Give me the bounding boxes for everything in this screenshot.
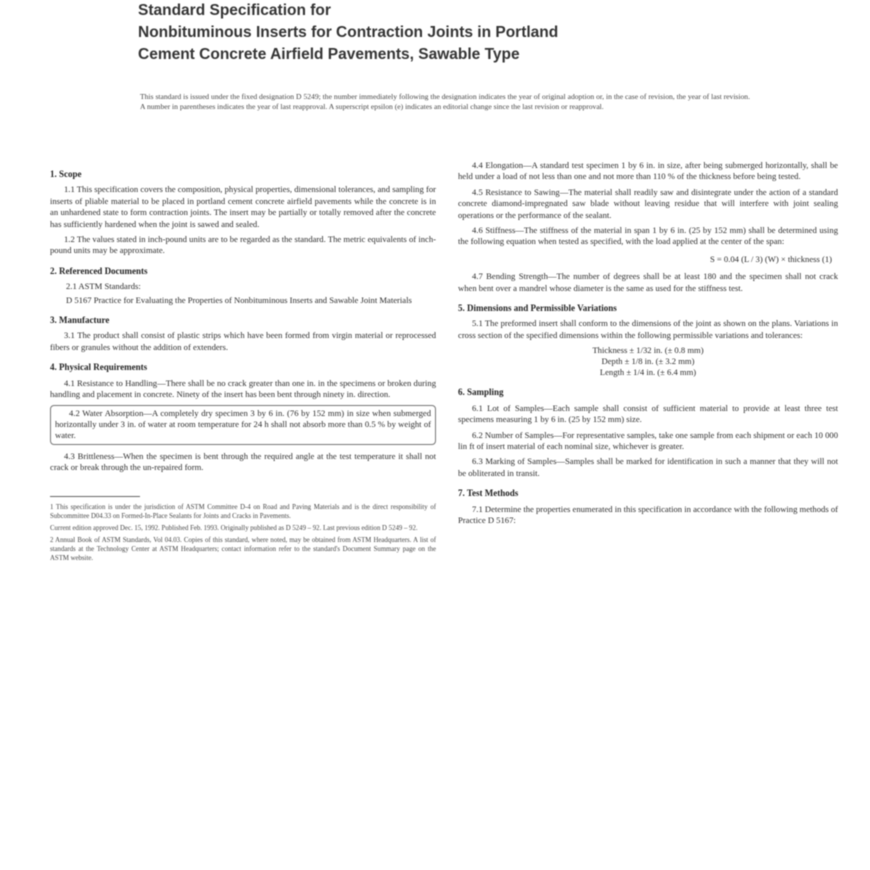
- equation-1: S = 0.04 (L / 3) (W) × thickness (1): [709, 253, 832, 264]
- right-column: [458, 160, 838, 530]
- paragraph-4-5: 4.5 Resistance to Sawing—The material shall readily saw and disintegrate under the action of a standard concrete diamond-impregnated saw blade without leaving residue that will interfere with joint sealing operations or the performance of the sealant.: [458, 186, 838, 220]
- paragraph-4-1: 4.1 Resistance to Handling—There shall be no crack greater than one in. in the specimens or broken during handling and placement in concrete. Ninety of the insert has been bent through ninety in. direction.: [50, 377, 436, 400]
- paragraph-6-1: 6.1 Lot of Samples—Each sample shall consist of sufficient material to provide at least three test specimens measuring 1 by 6 in. (25 by 152 mm) size.: [458, 402, 838, 425]
- title-line-1: Standard Specification for: [138, 2, 331, 19]
- paragraph-3-1: 3.1 The product shall consist of plastic strips which have been formed from virgin material or reprocessed fibers or granules without the addition of extenders.: [50, 330, 436, 352]
- tolerance-depth: Depth ± 1/8 in. (± 3.2 mm): [601, 356, 695, 367]
- footnote-2: 2 Annual Book of ASTM Standards, Vol 04.03. Copies of this standard, where noted, may be obtained from ASTM Headquarters. A list of standards at the Technology Center at ASTM Headquarters; contact information refer to the standard's Document Summary page on the ASTM website.: [50, 536, 436, 562]
- reference-d5167: D 5167 Practice for Evaluating the Properties of Nonbituminous Inserts and Sawable Joint Materials: [66, 294, 412, 305]
- paragraph-7-1: 7.1 Determine the properties enumerated in this specification in accordance with the following methods of Practice D 5167:: [458, 503, 838, 525]
- left-column: [50, 160, 436, 566]
- paragraph-4-4: 4.4 Elongation—A standard test specimen 1 by 6 in. in size, after being submerged horizontally, shall be held under a load of not less than one and not more than 110 % of the thickness before being tested.: [458, 160, 838, 182]
- paragraph-6-3: 6.3 Marking of Samples—Samples shall be marked for identification in such a manner that they will not be obliterated in transit.: [458, 456, 838, 478]
- section-heading-test-methods: 7. Test Methods: [458, 488, 519, 499]
- footnote-1: 1 This specification is under the jurisdiction of ASTM Committee D-4 on Road and Paving Materials and is the direct responsibility of Subcommittee D04.33 on Formed-In-Place Sealants for Joints and Cracks in Pavements.: [50, 503, 436, 520]
- footnote-edition: Current edition approved Dec. 15, 1992. Published Feb. 1993. Originally published as D 5249 – 92. Last previous edition D 5249 – 92.: [50, 524, 418, 532]
- footnote-rule: [50, 496, 140, 497]
- paragraph-1-2: 1.2 The values stated in inch-pound units are to be regarded as the standard. The metric equivalents of inch-pound units may be approximate.: [50, 234, 436, 256]
- tolerance-list: [458, 345, 838, 378]
- reference-2-1: 2.1 ASTM Standards:: [66, 281, 141, 292]
- highlighted-paragraph-box: [50, 405, 436, 445]
- section-heading-dimensions: 5. Dimensions and Permissible Variations: [458, 303, 617, 314]
- paragraph-4-3: 4.3 Brittleness—When the specimen is bent through the required angle at the test temperature it shall not crack or break through the un-repaired form.: [50, 450, 436, 473]
- tolerance-thickness: Thickness ± 1/32 in. (± 0.8 mm): [592, 345, 704, 356]
- title-line-3: Cement Concrete Airfield Pavements, Sawable Type: [138, 46, 520, 63]
- document-title: [138, 0, 758, 66]
- issuance-note: This standard is issued under the fixed designation D 5249; the number immediately following the designation indicates the year of original adoption or, in the case of revision, the year of last revision. A number in parentheses indicates the year of last reapproval. A superscript epsilon (e) indicates an editorial change since the last revision or reapproval.: [140, 92, 750, 111]
- section-heading-manufacture: 3. Manufacture: [50, 315, 110, 326]
- paragraph-4-2: 4.2 Water Absorption—A completely dry specimen 3 by 6 in. (76 by 152 mm) in size when submerged horizontally under 3 in. of water at room temperature for 24 h shall not absorb more than 0.5 % by weight of water.: [55, 407, 431, 441]
- section-heading-scope: 1. Scope: [50, 169, 82, 179]
- section-heading-physical-requirements: 4. Physical Requirements: [50, 362, 148, 373]
- paragraph-6-2: 6.2 Number of Samples—For representative samples, take one sample from each shipment or each 10 000 lin ft of insert material of each nominal size, whichever is greater.: [458, 429, 838, 451]
- paragraph-1-1: 1.1 This specification covers the composition, physical properties, dimensional tolerances, and sampling for inserts of pliable material to be placed in portland cement concrete airfield pavements while the concrete is in an unhardened state to form contraction joints. The insert may be partially or totally removed after the concrete has sufficiently hardened when the joint is sawed and sealed.: [50, 184, 436, 229]
- paragraph-5-1: 5.1 The preformed insert shall conform to the dimensions of the joint as shown on the plans. Variations in cross section of the specified dimensions within the following permissible variations and tolerances:: [458, 318, 838, 340]
- tolerance-length: Length ± 1/4 in. (± 6.4 mm): [599, 367, 697, 378]
- title-line-2: Nonbituminous Inserts for Contraction Joints in Portland: [138, 24, 559, 41]
- section-heading-referenced-documents: 2. Referenced Documents: [50, 265, 148, 276]
- section-heading-sampling: 6. Sampling: [458, 387, 504, 398]
- paragraph-4-6: 4.6 Stiffness—The stiffness of the material in span 1 by 6 in. (25 by 152 mm) shall be determined using the following equation when tested as specified, with the load applied at the center of the span:: [458, 225, 838, 247]
- paragraph-4-7: 4.7 Bending Strength—The number of degrees shall be at least 180 and the specimen shall not crack when bent over a mandrel whose diameter is the same as used for the stiffness test.: [458, 271, 838, 293]
